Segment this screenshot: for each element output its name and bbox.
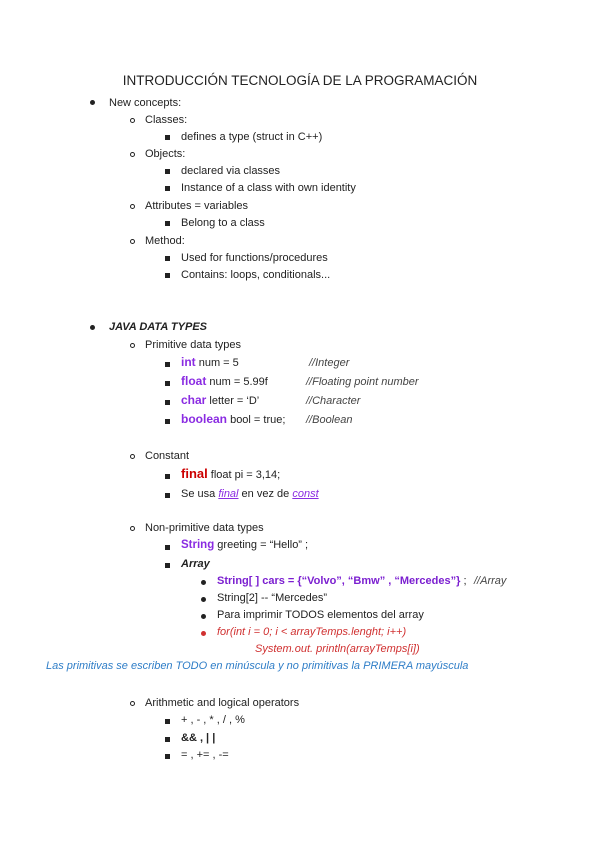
char-line bbox=[181, 393, 259, 408]
float-comment: //Floating point number bbox=[306, 376, 419, 388]
bullet bbox=[165, 381, 170, 386]
bullet bbox=[165, 273, 170, 278]
bullet bbox=[165, 474, 170, 479]
char-code: letter = ‘D’ bbox=[206, 395, 260, 407]
primitive-label: Primitive data types bbox=[145, 339, 241, 351]
string-line bbox=[181, 538, 308, 552]
bullet bbox=[130, 152, 135, 157]
attributes-item-1: Belong to a class bbox=[181, 217, 265, 229]
bullet bbox=[165, 256, 170, 261]
array-decl: String[ ] cars = {“Volvo”, “Bmw” , “Mercedes”} bbox=[217, 575, 461, 587]
bullet bbox=[165, 754, 170, 759]
constant-label: Constant bbox=[145, 450, 190, 462]
bullet bbox=[165, 186, 170, 191]
system-line: System.out. println(arrayTemps[i]) bbox=[255, 643, 420, 655]
final-keyword: final bbox=[181, 466, 208, 481]
for-line: for(int i = 0; i < arrayTemps.lenght; i++) bbox=[217, 626, 407, 638]
char-keyword: char bbox=[181, 393, 207, 407]
method-label: Method: bbox=[145, 235, 185, 247]
array-print: Para imprimir TODOS elementos del array bbox=[217, 609, 424, 621]
bullet bbox=[130, 343, 135, 348]
assign-operators: = , += , -= bbox=[181, 749, 229, 761]
char-comment: //Character bbox=[306, 395, 361, 407]
bullet bbox=[165, 169, 170, 174]
bullet bbox=[165, 719, 170, 724]
boolean-code: bool = true; bbox=[227, 414, 286, 426]
boolean-line bbox=[181, 412, 285, 427]
array-index: String[2] -- “Mercedes” bbox=[217, 592, 328, 604]
java-heading: JAVA DATA TYPES bbox=[109, 321, 207, 333]
bullet bbox=[165, 545, 170, 550]
se-usa-line bbox=[181, 487, 319, 501]
logic-operators: && , | | bbox=[181, 732, 216, 744]
operators-heading: Arithmetic and logical operators bbox=[145, 697, 300, 709]
bullet bbox=[165, 362, 170, 367]
note: Las primitivas se escriben TODO en minúscula y no primitivas la PRIMERA mayúscula bbox=[46, 660, 469, 672]
int-comment: //Integer bbox=[309, 357, 350, 369]
objects-item-1: declared via classes bbox=[181, 165, 281, 177]
attributes-label: Attributes = variables bbox=[145, 200, 249, 212]
int-keyword: int bbox=[181, 355, 196, 369]
arith-operators: + , - , * , / , % bbox=[181, 714, 245, 726]
string-keyword: String bbox=[181, 539, 215, 551]
bullet bbox=[201, 631, 206, 636]
method-item-1: Used for functions/procedures bbox=[181, 252, 328, 264]
bullet bbox=[165, 400, 170, 405]
non-primitive-label: Non-primitive data types bbox=[145, 522, 264, 534]
array-label: Array bbox=[181, 558, 210, 570]
bullet bbox=[165, 737, 170, 742]
array-semicolon: ; bbox=[460, 575, 467, 587]
method-item-2: Contains: loops, conditionals... bbox=[181, 269, 331, 281]
int-code: num = 5 bbox=[195, 357, 239, 369]
float-code: num = 5.99f bbox=[206, 376, 268, 388]
bullet bbox=[90, 100, 95, 105]
se-usa-text-2: en vez de bbox=[238, 488, 293, 500]
final-link[interactable]: final bbox=[218, 488, 239, 500]
classes-def: defines a type (struct in C++) bbox=[181, 131, 323, 143]
int-line bbox=[181, 355, 239, 370]
boolean-keyword: boolean bbox=[181, 412, 228, 426]
objects-item-2: Instance of a class with own identity bbox=[181, 182, 356, 194]
se-usa-text: Se usa bbox=[181, 488, 219, 500]
bullet bbox=[90, 325, 95, 330]
array-decl-line bbox=[217, 574, 467, 588]
bullet bbox=[165, 135, 170, 140]
bullet bbox=[130, 701, 135, 706]
page-title: INTRODUCCIÓN TECNOLOGÍA DE LA PROGRAMACIÓN bbox=[122, 73, 478, 88]
bullet bbox=[165, 419, 170, 424]
bullet bbox=[201, 597, 206, 602]
array-comment: //Array bbox=[474, 575, 507, 587]
bullet bbox=[130, 239, 135, 244]
bullet bbox=[165, 563, 170, 568]
string-code: greeting = “Hello” ; bbox=[214, 539, 309, 551]
objects-label: Objects: bbox=[145, 148, 186, 160]
bullet bbox=[165, 493, 170, 498]
bullet bbox=[130, 454, 135, 459]
classes-label: Classes: bbox=[145, 114, 188, 126]
bullet bbox=[130, 526, 135, 531]
bullet bbox=[201, 614, 206, 619]
bullet bbox=[165, 221, 170, 226]
const-link[interactable]: const bbox=[292, 488, 319, 500]
bullet bbox=[130, 118, 135, 123]
float-keyword: float bbox=[181, 374, 207, 388]
bullet bbox=[130, 204, 135, 209]
final-line bbox=[181, 467, 280, 482]
bullet bbox=[201, 580, 206, 585]
final-code: float pi = 3,14; bbox=[207, 469, 281, 481]
boolean-comment: //Boolean bbox=[306, 414, 353, 426]
new-concepts-heading: New concepts: bbox=[109, 97, 182, 109]
float-line bbox=[181, 374, 268, 389]
